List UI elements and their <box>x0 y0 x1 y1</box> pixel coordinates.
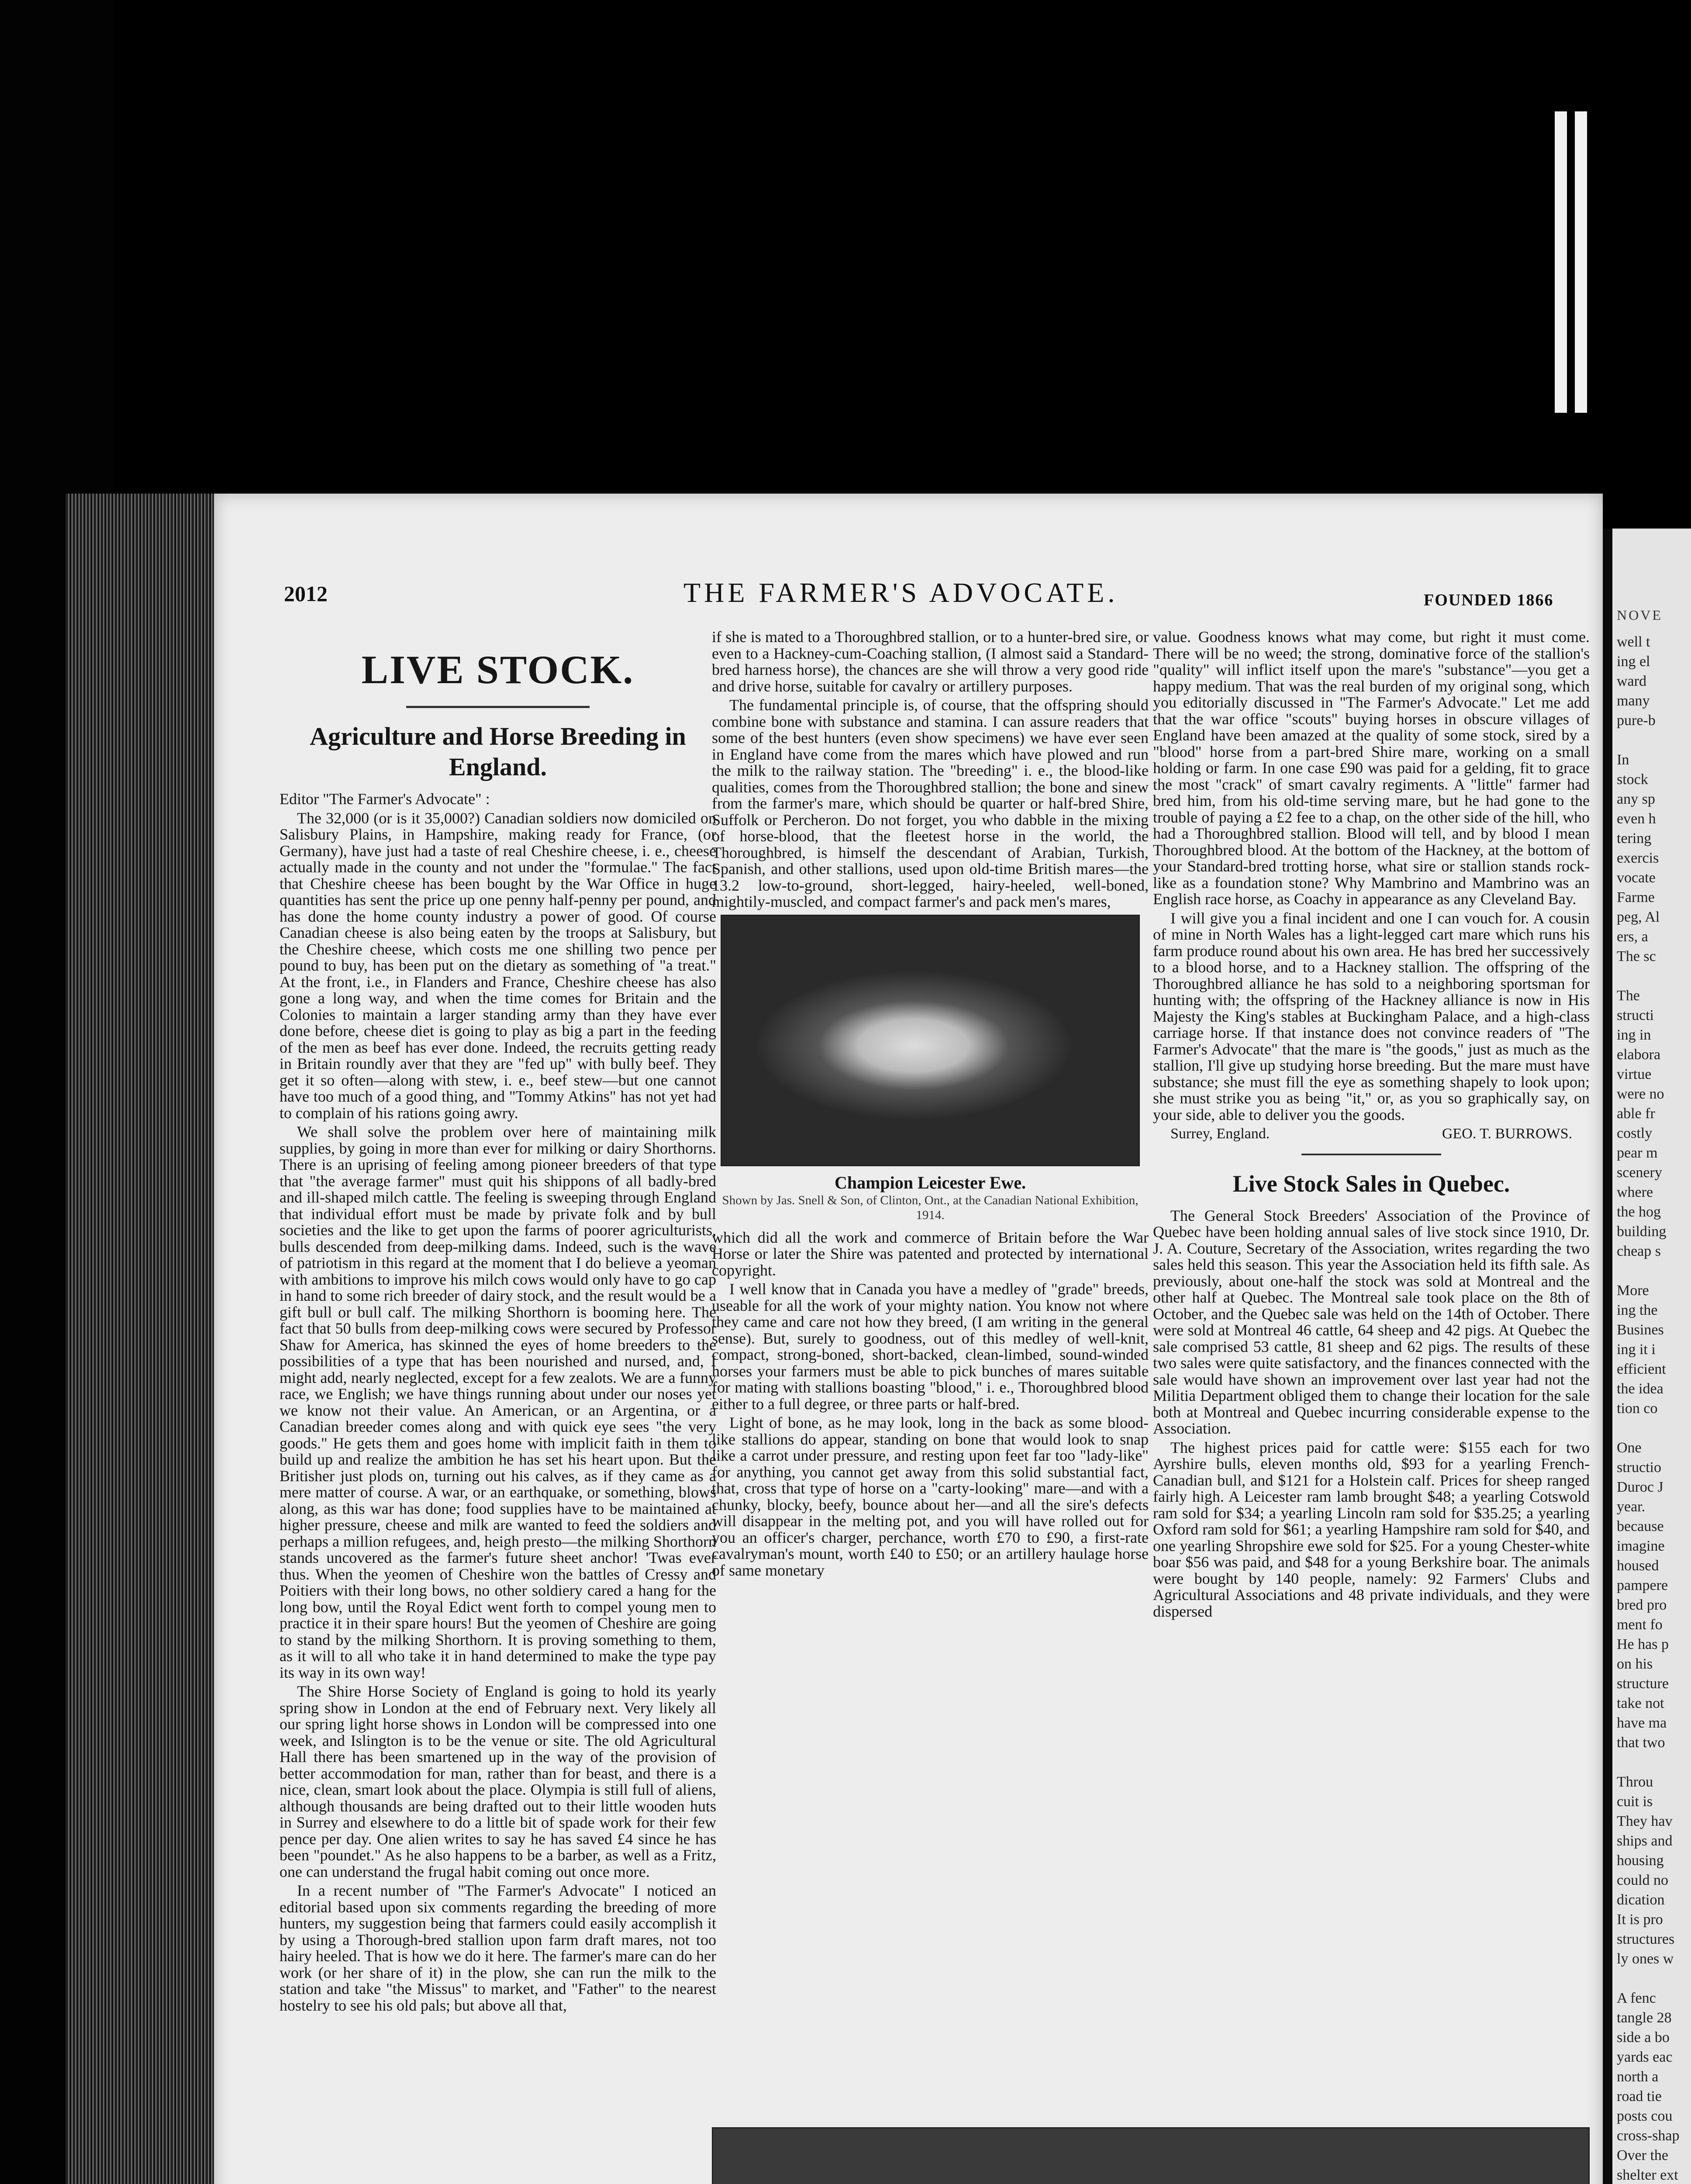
adjacent-page-line: elabora <box>1617 1047 1661 1063</box>
article-divider <box>1301 1154 1441 1155</box>
article-paragraph: I well know that in Canada you have a medley of "grade" breeds, useable for all the work of your mighty nation. You know not where they came and care not how they breed, (I am writing in the general sense). But, surely to goodness, out of this medley of well-knit, compact, strong-boned, short-backed, clean-limbed, sound-winded horses your farmers must be able to pick bunches of mares suitable for mating with stallions boasting "blood," i. e., Thoroughbred blood either to a full degree, or three parts or half-bred. <box>712 1280 1149 1413</box>
adjacent-page-line: The <box>1617 988 1640 1004</box>
article-paragraph: Light of bone, as he may look, long in the back as some blood-like stallions do appear, standing on bone that would look to snap like a carrot under pressure, and resting upon feet far too "lady-like" for anything, you cannot get away from this solid substantial fact, that, cross that type of horse on a "carty-looking" mare—and with a chunky, blocky, beefy, bounce about her—and all the sire's defects will disappear in the melting pot, and you will have rolled out for you an officer's charger, perchance, worth £70 to £90, a first-rate cavalryman's mount, worth £40 to £50; or an artillery haulage horse of same monetary <box>712 1414 1149 1579</box>
adjacent-page-line: on his <box>1617 1656 1653 1672</box>
book-page-edges <box>66 494 218 2184</box>
column-2 <box>712 629 1149 1581</box>
figure-caption: Champion Leicester Ewe. <box>834 1172 1026 1192</box>
column-1 <box>280 629 716 2016</box>
newspaper-page <box>214 494 1603 2184</box>
adjacent-page-line: ing the <box>1617 1302 1658 1318</box>
adjacent-page-line: even h <box>1617 811 1656 827</box>
adjacent-page-line: structures <box>1617 1931 1675 1947</box>
adjacent-page-line: tering <box>1617 830 1652 847</box>
signature-place: Surrey, England. <box>1170 1126 1270 1142</box>
adjacent-page-line: ing el <box>1617 653 1650 670</box>
adjacent-page-line: costly <box>1617 1125 1653 1141</box>
adjacent-page-line: More <box>1617 1282 1649 1299</box>
adjacent-page-line: They hav <box>1617 1813 1673 1829</box>
adjacent-page-line: exercis <box>1617 850 1659 866</box>
adjacent-page-line: In <box>1617 752 1629 768</box>
adjacent-page-line: the idea <box>1617 1381 1663 1397</box>
adjacent-page-line <box>1617 966 1691 986</box>
adjacent-page-line: have ma <box>1617 1715 1667 1731</box>
adjacent-page-line: tion co <box>1617 1400 1658 1417</box>
adjacent-page-line: Duroc J <box>1617 1479 1663 1495</box>
adjacent-page-line: ly ones w <box>1617 1951 1674 1967</box>
adjacent-page-line: year. <box>1617 1499 1646 1515</box>
adjacent-page-line: efficient <box>1617 1361 1666 1377</box>
adjacent-page-line: tangle 28 <box>1617 2010 1672 2026</box>
article-paragraph: if she is mated to a Thoroughbred stallion, or to a hunter-bred sire, or even to a Hackney-cum-Coaching stallion, (I almost said a Standard-bred harness horse), the chances are she will throw a very good ride and drive horse, suitable for cavalry or artillery purposes. <box>712 628 1149 695</box>
adjacent-page-line: ing in <box>1617 1027 1651 1043</box>
adjacent-page-line: ment fo <box>1617 1617 1663 1633</box>
article-paragraph: which did all the work and commerce of Britain before the War Horse or later the Shire was patented and protected by international copyright. <box>712 1228 1149 1279</box>
adjacent-page-line: cross-shap <box>1617 2128 1680 2144</box>
adjacent-page-line: take not <box>1617 1695 1664 1711</box>
adjacent-page-line: building <box>1617 1223 1667 1240</box>
section-title: LIVE STOCK. <box>361 647 635 692</box>
article-title: Agriculture and Horse Breeding in England. <box>310 722 686 781</box>
adjacent-page-line: side a bo <box>1617 2029 1670 2046</box>
column-3 <box>1153 629 1590 1622</box>
adjacent-page-line: ward <box>1617 673 1646 689</box>
adjacent-page-line: cuit is <box>1617 1794 1653 1810</box>
adjacent-page-line: It is pro <box>1617 1911 1663 1928</box>
adjacent-page-line: Throu <box>1617 1774 1653 1790</box>
adjacent-page-line: cheap s <box>1617 1243 1661 1259</box>
adjacent-page-line: yards eac <box>1617 2049 1673 2065</box>
section-rule <box>406 706 590 708</box>
adjacent-page-line: pear m <box>1617 1145 1658 1161</box>
adjacent-page-line: structio <box>1617 1459 1661 1476</box>
adjacent-page-line: structure <box>1617 1676 1669 1692</box>
article-title: Live Stock Sales in Quebec. <box>1232 1170 1510 1197</box>
adjacent-page-line: imagine <box>1617 1538 1665 1554</box>
adjacent-page-line: housing <box>1617 1852 1664 1869</box>
article-paragraph: In a recent number of "The Farmer's Advocate" I noticed an editorial based upon six comments regarding the breeding of more hunters, my suggestion being that farmers could easily accomplish it by using a Thorough-bred stallion upon farm draft mares, not too hairy heeled. That is how we do it here. The farmer's mare can do her work (or her share of it) in the plow, she can run the milk to the station and take "the Missus" to market, and "Father" to the nearest hostelry to see his old pals; but above all that, <box>280 1882 716 2014</box>
figure-shorthorns <box>712 2118 1590 2184</box>
adjacent-page-line: He has p <box>1617 1636 1669 1652</box>
adjacent-page-line: able fr <box>1617 1106 1655 1122</box>
adjacent-page-line: pure-b <box>1617 712 1656 729</box>
adjacent-page-line: because <box>1617 1518 1664 1534</box>
adjacent-page-line: were no <box>1617 1086 1664 1102</box>
article-paragraph: The 32,000 (or is it 35,000?) Canadian soldiers now domiciled on Salisbury Plains, in Hampshire, making ready for France, (or Germany), have just had a taste of real Cheshire cheese, i. e., cheese actually made in the county and not under the "formulae." The fact that Cheshire cheese has been bought by the War Office in huge quantities has sent the price up one penny half-penny per pound, and has done the home county industry a power of good. Of course Canadian cheese is also being eaten by the troops at Salisbury, but the Cheshire cheese, which costs me one shilling two pence per pound to buy, has been put on the dietary as something of "a treat." At the front, i.e., in Flanders and France, Cheshire cheese has also gone a long way, and when the time comes for Britain and the Colonies to maintain a larger standing army than they have ever done before, cheese diet is going to play as big a part in the feeding of the men as beef has ever done. Indeed, the recruits getting ready in Britain roundly aver that they are "fed up" with bully beef. They get it so often—along with stew, i. e., beef stew—but one cannot have too much of a good thing, and "Tommy Atkins" has not yet had to complain of his rations going awry. <box>280 809 716 1122</box>
adjacent-page-line: One <box>1617 1440 1642 1456</box>
adjacent-page-line: Over the <box>1617 2147 1669 2163</box>
adjacent-page-line: pampere <box>1617 1577 1668 1593</box>
scan-marker-bar <box>1575 111 1587 413</box>
adjacent-page-line: structi <box>1617 1007 1654 1023</box>
adjacent-page-line <box>1617 1261 1691 1281</box>
adjacent-page-line: road tie <box>1617 2088 1662 2105</box>
adjacent-page-line: ing it i <box>1617 1341 1656 1358</box>
adjacent-page-line: ers, a <box>1617 929 1648 945</box>
figure-credit: Shown by Jas. Snell & Son, of Clinton, Ont., at the Canadian National Exhibition, 1914. <box>722 1193 1139 1222</box>
article-paragraph: I will give you a final incident and one I can vouch for. A cousin of mine in North Wales has a light-legged cart mare which runs his farm produce round about his own area. He has bred her successively to a blood horse, and to a Hackney stallion. The offspring of the Thoroughbred alliance he has sold to a neighboring sportsman for hunting with; the offspring of the Hackney alliance is now in His Majesty the King's stables at Buckingham Palace, and a high-class carriage horse. If that instance does not convince readers of "The Farmer's Advocate" that the mare is "the goods," just as much as the stallion, I'll give up studying horse breeding. But the mare must have substance; she must fill the eye as something shapely to look upon; she must strike you as being "it," or, as you so graphically say, on your side, able to deliver you the goods. <box>1153 909 1590 1123</box>
adjacent-page-line: many <box>1617 693 1650 709</box>
article-paragraph: value. Goodness knows what may come, but right it must come. There will be no weed; the strong, dominative force of the stallion's "quality" will inflict itself upon the mare's "substance"—you get a happy medium. That was the real burden of my original song, which you editorially discussed in "The Farmer's Advocate." Let me add that the war office "scouts" buying horses in obscure villages of England have been amazed at the quality of some stock, sired by a "blood" horse from a part-bred Shire mare, working on a small holding or farm. In one case £90 was paid for a gelding, fit to grace the most "crack" of smart cavalry regiments. A "little" farmer had bred him, from his old-time serving mare, but he had gone to the trouble of paying a £2 fee to a chap, on the other side of the hill, who had a Thoroughbred stallion. Blood will tell, and by blood I mean Thoroughbred blood. At the bottom of the Hackney, at the bottom of your Standard-bred trotting horse, what sire or stallion stands rock-like as a foundation stone? Why Mambrino and Mambrino was an English race horse, as Coachy in appearance as any Cleveland Bay. <box>1153 628 1590 908</box>
adjacent-page-line: where <box>1617 1184 1653 1200</box>
article-salutation: Editor "The Farmer's Advocate" : <box>280 790 490 808</box>
article-paragraph: The General Stock Breeders' Association of the Province of Quebec have been holding annual sales of live stock since 1910, Dr. J. A. Couture, Secretary of the Association, writes regarding the two sales held this season. This year the Association held its fifth sale. As previously, about one-half the stock was sold at Montreal and the other half at Quebec. The Montreal sale took place on the 8th of October, and the Quebec sale was held on the 14th of October. There were sold at Montreal 46 cattle, 64 sheep and 42 pigs. At Quebec the sale comprised 53 cattle, 81 sheep and 62 pigs. The results of these two sales were quite satisfactory, and the finances connected with the sale would have shown an improvement over last year had not the Militia Department obliged them to change their location for the sale both at Montreal and Quebec incurring considerable expense to the Association. <box>1153 1206 1590 1437</box>
scan-marker-bar <box>1555 111 1567 413</box>
adjacent-page-line: any sp <box>1617 791 1655 807</box>
adjacent-page-text <box>1612 632 1691 2184</box>
shorthorns-photo <box>712 2127 1590 2184</box>
adjacent-page-line <box>1617 1418 1691 1438</box>
adjacent-page-header: NOVE <box>1617 607 1663 623</box>
adjacent-page-line: scenery <box>1617 1165 1662 1181</box>
adjacent-page-line: A fenc <box>1617 1990 1656 2006</box>
article-paragraph: We shall solve the problem over here of maintaining milk supplies, by going in more than ever for milking or dairy Shorthorns. There is an uprising of feeling among pioneer breeders of that type that "the average farmer" must quit his shippons of all badly-bred and ill-shaped milch cattle. The feeling is sweeping through England that individual effort must be made by private folk and by bull societies and the like to get upon the farms of poorer agriculturists, bulls descended from deep-milking dams. Indeed, such is the wave of patriotism in this regard at the moment that I do believe a yeoman with ambitions to improve his milch cows would only have to go cap in hand to some rich breeder of dairy stock, and the result would be a gift bull or bull calf. The milking Shorthorn is booming here. The fact that 50 bulls from deep-milking cows were secured by Professor Shaw for America, has skinned the eyes of home breeders to the possibilities of a type that has been nourished and nursed, and, I might add, nearly neglected, except for a few zealots. We are a funny race, we English; we have things running about under our noses yet we know not their value. An American, or an Argentina, or a Canadian breeder comes along and with quick eye sees "the very goods." He gets them and goes home with implicit faith in them to build up and realize the ambition he has set his heart upon. But the Britisher just plods on, turning out his calves, as if they came as a mere matter of course. A war, or an earthquake, or something, blows along, as this war has done; food supplies have to be maintained at higher pressure, cheese and milk are wanted to feed the soldiers and perhaps a million refugees, and, heigh presto—the milking Shorthorn stands uncovered as the farmer's future sheet anchor! 'Twas ever thus. When the yeomen of Cheshire won the battles of Cressy and Poitiers with their long bows, no other soldiery cared a hang for the long bow, until the Royal Edict went forth to compel young men to practice it in their spare hours! But the yeomen of Cheshire are going to stand by the milking Shorthorn. It is proving something to them, as it will to all who take it in hand determined to make the type pay its way in its own way! <box>280 1123 716 1681</box>
page-number: 2012 <box>284 581 328 606</box>
adjacent-page-fragment <box>1603 529 1691 2184</box>
adjacent-page-line: the hog <box>1617 1204 1661 1220</box>
adjacent-page-line: Busines <box>1617 1322 1664 1338</box>
adjacent-page-line: stock <box>1617 771 1648 788</box>
adjacent-page-line: virtue <box>1617 1066 1652 1082</box>
adjacent-page-line: well t <box>1617 634 1650 650</box>
adjacent-page-line: The sc <box>1617 948 1656 964</box>
adjacent-page-line: ships and <box>1617 1833 1673 1849</box>
article-signature <box>1153 1126 1590 1142</box>
adjacent-page-line <box>1617 1752 1691 1772</box>
article-paragraph: The fundamental principle is, of course, that the offspring should combine bone with substance and stamina. I can assure readers that some of the best hunters (even show specimens) we have ever seen in England have come from the mares which have plowed and run the milk to the railway station. The "breeding" i. e., the blood-like qualities, comes from the Thoroughbred stallion; the bone and sinew from the farmer's mare, which should be quarter or half-bred Shire, Suffolk or Percheron. Do not forget, you who dabble in the mixing of horse-blood, that the fleetest horse in the world, the Thoroughbred, is himself the descendant of Arabian, Turkish, Spanish, and other stallions, used upon old-time British mares—the 13.2 low-to-ground, short-legged, hairy-heeled, well-boned, mightily-muscled, and compact farmer's and pack men's mares, <box>712 696 1149 910</box>
masthead: THE FARMER'S ADVOCATE. <box>683 577 1118 608</box>
leicester-ewe-photo <box>721 915 1140 1166</box>
adjacent-page-line: bred pro <box>1617 1597 1667 1613</box>
adjacent-page-line: that two <box>1617 1735 1665 1751</box>
adjacent-page-line: vocate <box>1617 870 1656 886</box>
adjacent-page-line: dication <box>1617 1892 1665 1908</box>
adjacent-page-line <box>1617 730 1691 750</box>
adjacent-page-line: could no <box>1617 1872 1669 1888</box>
adjacent-page-line <box>1617 1969 1691 1988</box>
adjacent-page-line: posts cou <box>1617 2108 1673 2124</box>
article-paragraph: The highest prices paid for cattle were: $155 each for two Ayrshire bulls, eleven months old, $93 for a yearling French-Canadian bull, and $121 for a Holstein calf. Prices for sheep ranged fairly high. A Leicester ram lamb brought $48; a yearling Cotswold ram sold for $34; a yearling Lincoln ram sold for $35.25; a yearling Oxford ram sold for $61; a yearling Hampshire ram sold for $40, and one yearling Shropshire ewe sold for $25. For a young Chester-white boar $56 was paid, and $48 for a young Berkshire boar. The animals were bought by 140 people, namely: 92 Farmers' Clubs and Agricultural Associations and 48 private individuals, and they were dispersed <box>1153 1438 1590 1620</box>
founded-label: FOUNDED 1866 <box>1424 591 1554 609</box>
adjacent-page-line: north a <box>1617 2069 1659 2085</box>
signature-name: GEO. T. BURROWS. <box>1442 1126 1572 1142</box>
adjacent-page-line: shelter ext <box>1617 2167 1678 2183</box>
adjacent-page-line: Farme <box>1617 889 1655 905</box>
adjacent-page-line: housed <box>1617 1558 1659 1574</box>
adjacent-page-line: peg, Al <box>1617 909 1660 925</box>
figure-leicester-ewe <box>721 915 1140 1223</box>
article-paragraph: The Shire Horse Society of England is going to hold its yearly spring show in London at the end of February next. Very likely all our spring light horse shows in London will be compressed into one week, and Islington is to be the venue or site. The old Agricultural Hall there has been smartened up in the way of the provision of better accommodation for man, rather than for beast, and there is a nice, clean, smart look about the place. Olympia is still full of aliens, although thousands are being drafted out to their little wooden huts in Surrey and elsewhere to do a little bit of spade work for their few pence per day. One alien writes to say he has saved £4 since he has been "poundet." As he also happens to be a barber, as well as a Fritz, one can understand the frugal habit coming out once more. <box>280 1683 716 1880</box>
